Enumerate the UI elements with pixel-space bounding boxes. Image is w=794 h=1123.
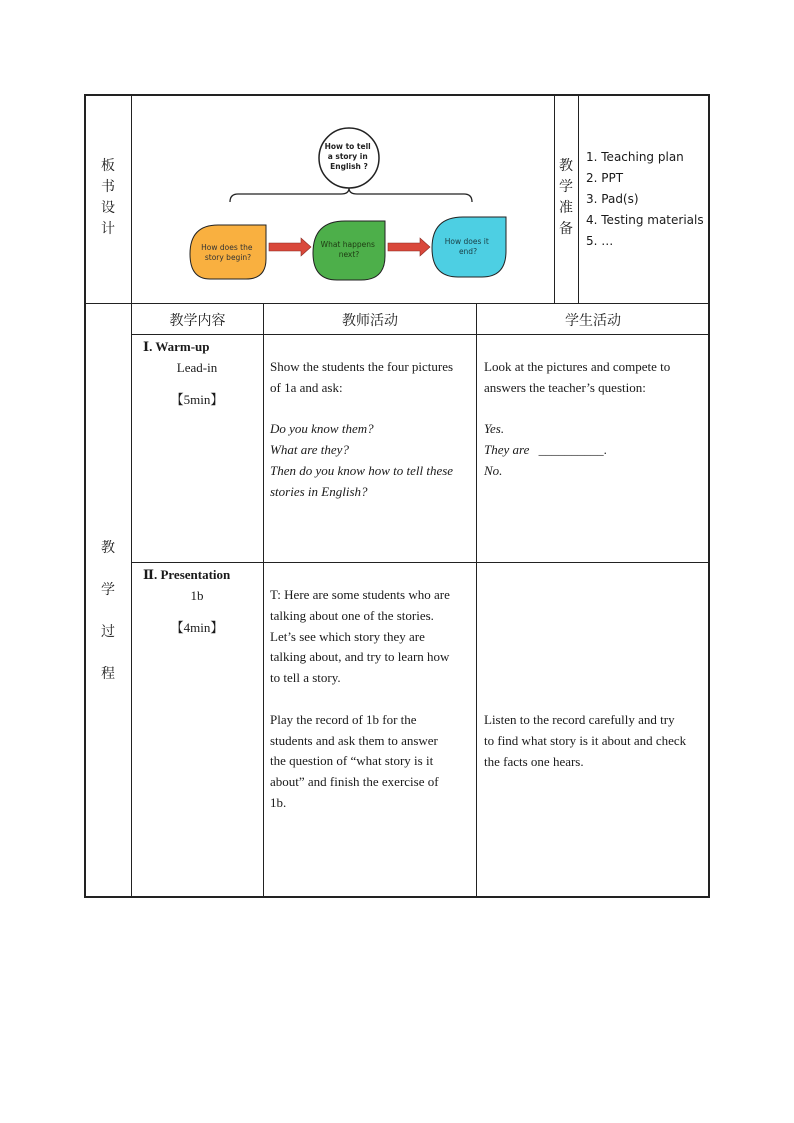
text-line: Then do you know how to tell these: [270, 462, 454, 478]
answer-blank: __________.: [538, 442, 607, 458]
text-line: [484, 440, 706, 461]
flow-node-begin: [190, 225, 266, 279]
row-warmup-student-activity: [484, 357, 706, 482]
text-line: students and ask them to answer: [270, 732, 438, 748]
label-char: 教: [101, 540, 115, 556]
label-char: 教: [559, 158, 573, 174]
answer-stem: They are: [484, 442, 530, 458]
text-line: Show the students the four pictures: [270, 359, 454, 374]
label-char: 程: [101, 666, 115, 682]
grid-line: [84, 303, 710, 304]
stage-title: Ⅰ. Warm-up: [143, 339, 210, 354]
stage-sub: 1b: [190, 587, 204, 603]
story-flow-diagram: [133, 96, 553, 302]
grouping-brace: [230, 188, 472, 202]
teaching-prep-list: [586, 147, 704, 252]
text-line: answers the teacher’s question:: [484, 379, 646, 395]
text-line: the facts one hears.: [484, 753, 584, 769]
text-line: No.: [484, 462, 503, 478]
stage-time: 【4min】: [170, 619, 224, 635]
text-line: about” and finish the exercise of: [270, 774, 439, 790]
grid-line: [131, 334, 710, 335]
label-char: 设: [101, 200, 115, 216]
text-line: T: Here are some students who are: [270, 587, 450, 602]
flow-arrow: [269, 238, 311, 256]
header-teaching-content: 教学内容: [169, 313, 226, 329]
text-line: to find what story is it about and check: [484, 732, 687, 748]
stage-title: Ⅱ. Presentation: [143, 567, 231, 582]
row-warmup-teacher-activity: [270, 357, 474, 503]
header-teacher-activity: 教师活动: [342, 313, 398, 329]
teaching-process-label: [98, 527, 118, 695]
prep-item: 5. …: [586, 234, 614, 248]
text-line: to tell a story.: [270, 670, 341, 686]
label-char: 备: [559, 221, 573, 237]
row-warmup-content: [143, 337, 258, 410]
text-line: Do you know them?: [270, 421, 374, 437]
row-presentation-teacher-activity: [270, 585, 474, 814]
label-char: 学: [101, 582, 115, 598]
text-line: stories in English?: [270, 483, 368, 499]
grid-line: [131, 562, 710, 563]
text-line: Yes.: [484, 421, 505, 437]
label-char: 书: [101, 179, 115, 195]
flow-node-begin-label: How does the story begin?: [201, 243, 253, 262]
row-presentation-content: [143, 565, 258, 638]
label-char: 学: [559, 179, 573, 195]
grid-line: [263, 303, 264, 898]
text-line: 1b.: [270, 794, 287, 810]
grid-line: [578, 94, 579, 303]
grid-line: [476, 303, 477, 898]
prep-item: 3. Pad(s): [586, 192, 639, 206]
flow-node-next-label: What happens next?: [320, 240, 375, 259]
text-line: the question of “what story is it: [270, 753, 434, 769]
prep-item: 2. PPT: [586, 171, 624, 185]
text-line: Play the record of 1b for the: [270, 711, 417, 727]
label-char: 过: [101, 624, 115, 640]
grid-line: [554, 94, 555, 303]
text-line: What are they?: [270, 442, 349, 458]
grid-line: [131, 94, 132, 898]
text-line: Look at the pictures and compete to: [484, 359, 671, 374]
label-char: 计: [101, 221, 115, 237]
prep-item: 4. Testing materials: [586, 213, 704, 227]
stage-sub: Lead-in: [176, 359, 218, 375]
board-design-label: [98, 156, 118, 240]
label-char: 板: [101, 158, 115, 174]
flow-arrow: [388, 238, 430, 256]
stage-time: 【5min】: [170, 391, 224, 407]
teaching-prep-label: [556, 156, 576, 240]
text-line: talking about, and try to learn how: [270, 649, 450, 665]
label-char: 准: [559, 200, 573, 216]
root-node-label: How to tell a story in English ?: [324, 142, 371, 171]
prep-item: 1. Teaching plan: [586, 150, 684, 164]
row-presentation-student-activity: [484, 710, 706, 772]
header-student-activity: 学生活动: [565, 313, 621, 329]
text-line: talking about one of the stories.: [270, 607, 434, 623]
text-line: Let’s see which story they are: [270, 628, 425, 644]
text-line: Listen to the record carefully and try: [484, 712, 675, 727]
text-line: of 1a and ask:: [270, 379, 343, 395]
flow-node-end-label: How does it end?: [444, 237, 489, 256]
